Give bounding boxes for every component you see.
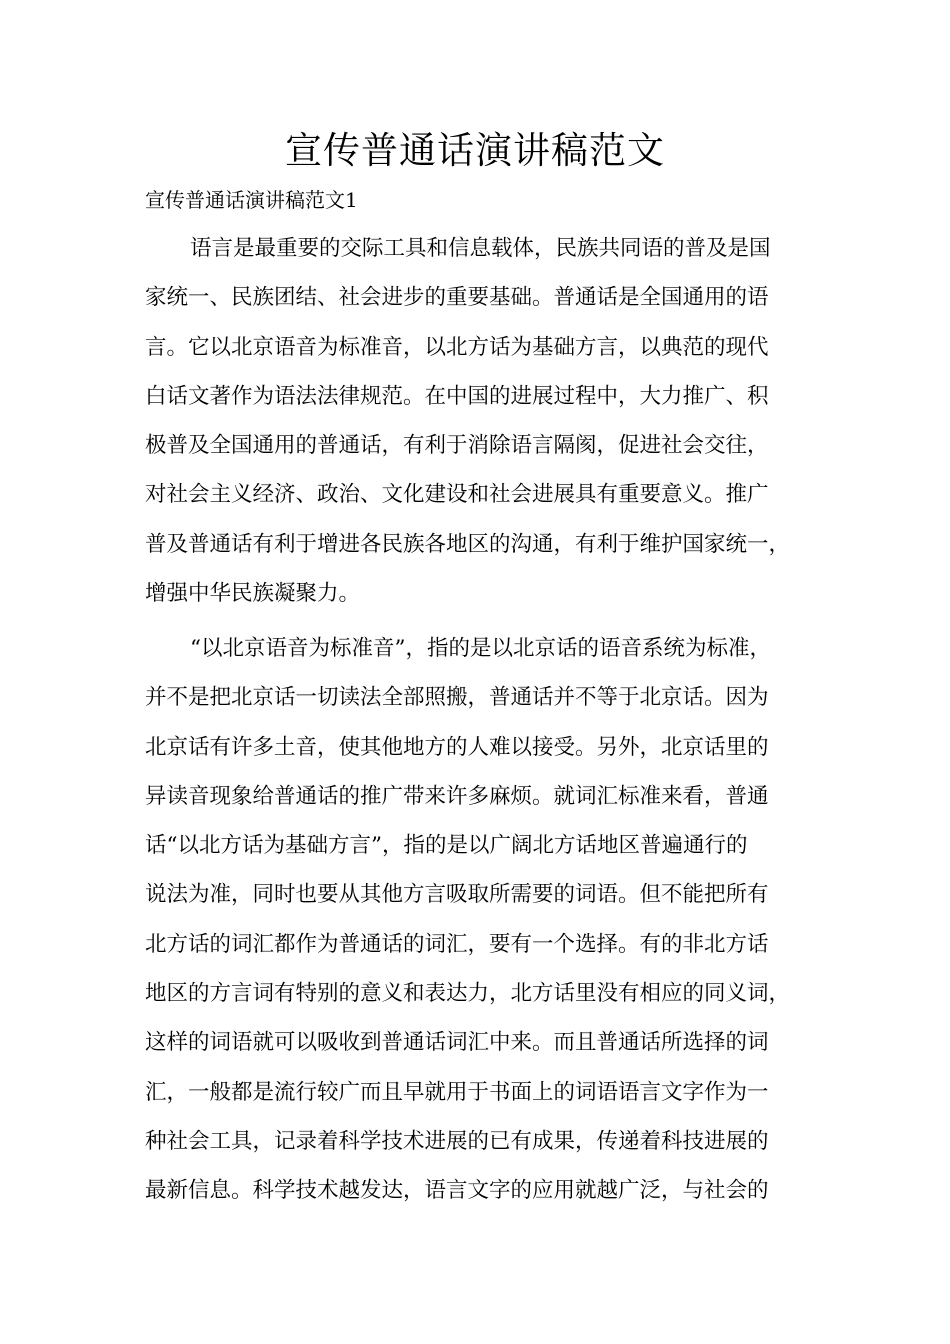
paragraph-line: 地区的方言词有特别的意义和表达力，北方话里没有相应的同义词， xyxy=(145,981,791,1007)
paragraph-line: 极普及全国通用的普通话，有利于消除语言隔阂，促进社会交往， xyxy=(145,433,769,459)
paragraph-2 xyxy=(145,624,835,1216)
paragraph-line: 白话文著作为语法法律规范。在中国的进展过程中，大力推广、积 xyxy=(145,383,769,409)
paragraph-line: 增强中华民族凝聚力。 xyxy=(145,581,361,607)
paragraph-line: 这样的词语就可以吸收到普通话词汇中来。而且普通话所选择的词 xyxy=(145,1030,769,1056)
paragraph-line: 北方话的词汇都作为普通话的词汇，要有一个选择。有的非北方话 xyxy=(145,931,769,957)
paragraph-line: 家统一、民族团结、社会进步的重要基础。普通话是全国通用的语 xyxy=(145,285,769,311)
paragraph-1 xyxy=(145,224,835,618)
paragraph-line: 语言是最重要的交际工具和信息载体，民族共同语的普及是国 xyxy=(190,236,771,261)
paragraph-line: 普及普通话有利于增进各民族各地区的沟通，有利于维护国家统一， xyxy=(145,531,791,557)
paragraph-line: 北京话有许多土音，使其他地方的人难以接受。另外，北京话里的 xyxy=(145,734,769,760)
paragraph-line: 并不是把北京话一切读法全部照搬，普通话并不等于北京话。因为 xyxy=(145,685,769,711)
paragraph-line: 异读音现象给普通话的推广带来许多麻烦。就词汇标准来看，普通 xyxy=(145,783,769,809)
paragraph-line: “以北京语音为标准音”，指的是以北京话的语音系统为标准， xyxy=(190,636,771,661)
document-subtitle: 宣传普通话演讲稿范文1 xyxy=(145,188,358,212)
paragraph-line: 最新信息。科学技术越发达，语言文字的应用就越广泛，与社会的 xyxy=(145,1178,769,1204)
paragraph-line: 对社会主义经济、政治、文化建设和社会进展具有重要意义。推广 xyxy=(145,482,769,508)
paragraph-line: 说法为准，同时也要从其他方言吸取所需要的词语。但不能把所有 xyxy=(145,882,769,908)
paragraph-line: 汇，一般都是流行较广而且早就用于书面上的词语语言文字作为一 xyxy=(145,1079,769,1105)
document-title: 宣传普通话演讲稿范文 xyxy=(285,129,665,172)
paragraph-line: 话“以北方话为基础方言”，指的是以广阔北方话地区普遍通行的 xyxy=(145,833,748,859)
paragraph-line: 种社会工具，记录着科学技术进展的已有成果，传递着科技进展的 xyxy=(145,1128,769,1154)
paragraph-line: 言。它以北京语音为标准音，以北方话为基础方言，以典范的现代 xyxy=(145,334,769,360)
